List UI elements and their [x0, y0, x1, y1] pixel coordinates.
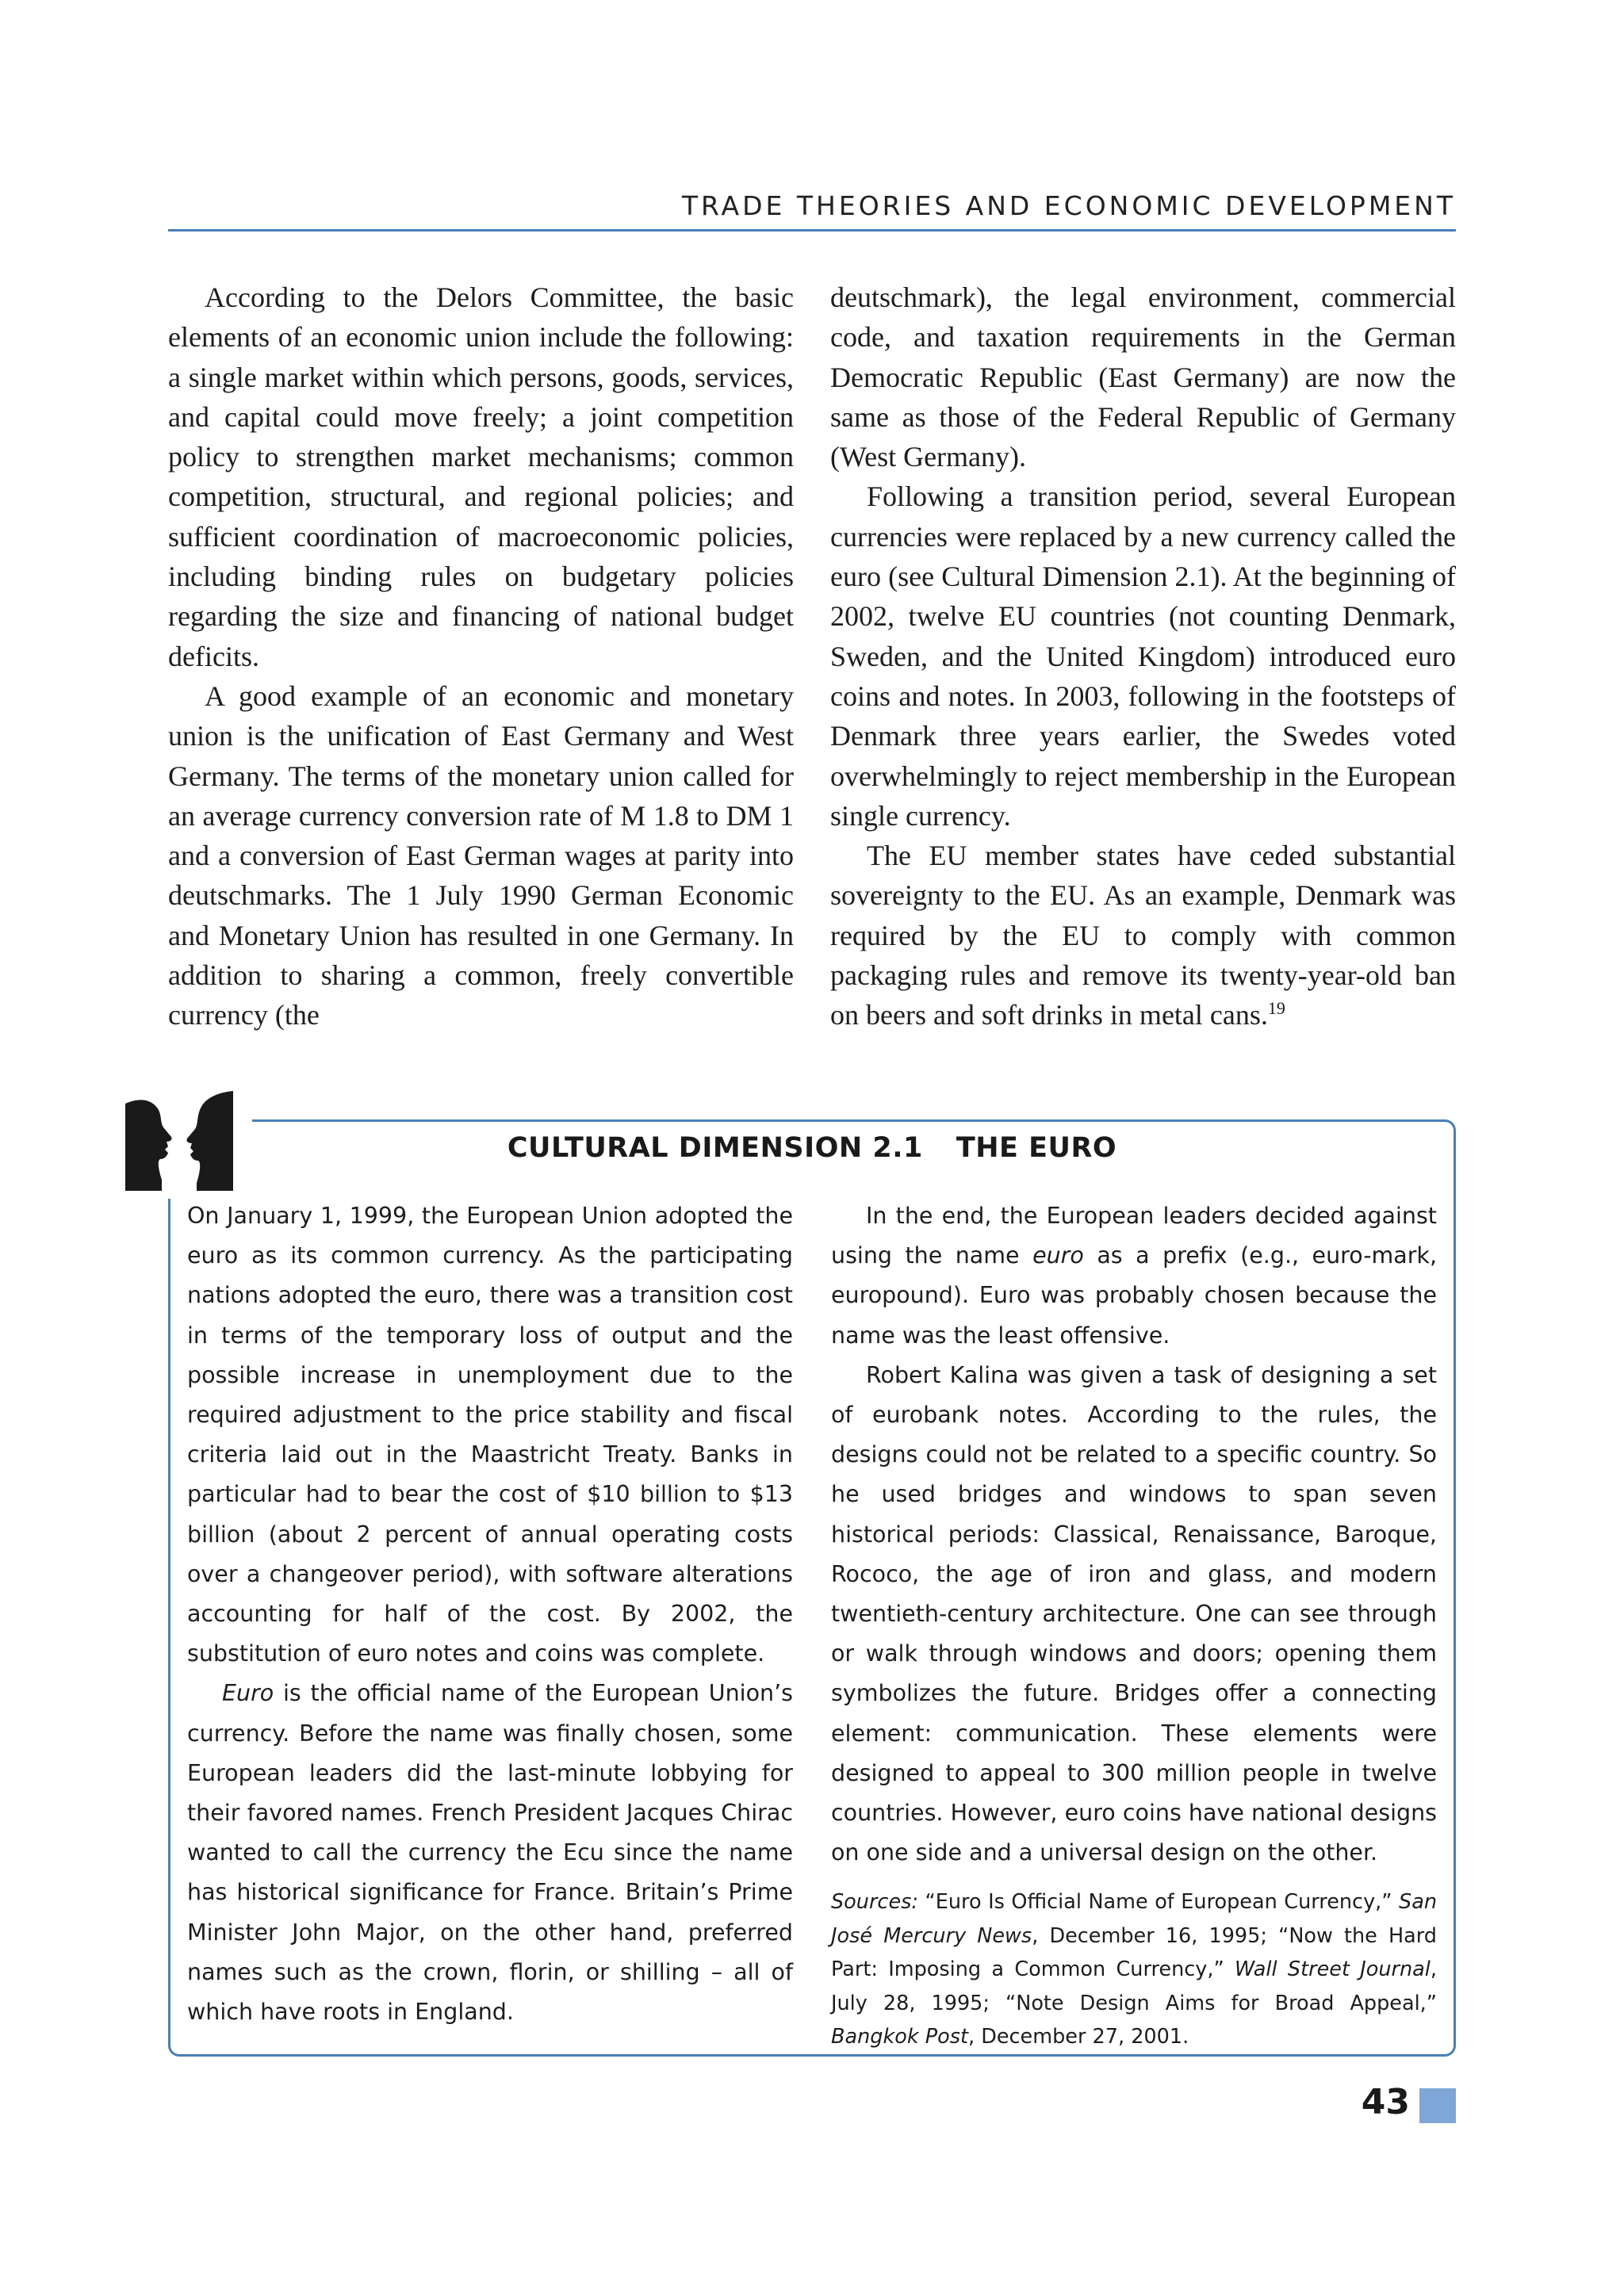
- source-text: , December 16, 1995; “Now the Hard Part: Imposing a Common Currency,”: [831, 1923, 1437, 1982]
- source-publication: San José Mercury News: [831, 1890, 1437, 1948]
- sources: [831, 1885, 1437, 2054]
- page-number: 43: [1361, 2082, 1410, 2122]
- body-paragraph: A good example of an economic and monetary union is the unification of East Germany and West Germany. The terms of the monetary union called for an average currency conversion rate of M 1.8 to DM 1 and a conversion of East German wages at parity into deutschmarks. The 1 July 1990 German Economic and Monetary Union has resulted in one Germany. In addition to sharing a common, freely convertible currency (the: [168, 679, 794, 1031]
- box-paragraph: [187, 1674, 793, 2032]
- emphasis: Euro: [222, 1680, 274, 1707]
- emphasis: euro: [1032, 1242, 1084, 1269]
- box-column-left: [187, 1196, 793, 2054]
- body-paragraph: Following a transition period, several European currencies were replaced by a new currency called the euro (see Cultural Dimension 2.1). At the beginning of 2002, twelve EU countries (not counting Denmark, Sweden, and the United Kingdom) introduced euro coins and notes. In 2003, following in the footsteps of Denmark three years earlier, the Swedes voted overwhelmingly to reject membership in the European single currency.: [830, 480, 1456, 832]
- box-heading: THE EURO: [956, 1132, 1117, 1164]
- sources-label: Sources:: [831, 1890, 919, 1915]
- box-text: [187, 1196, 1437, 2054]
- source-text: , July 28, 1995; “Note Design Aims for Broad Appeal,”: [831, 1957, 1437, 2015]
- box-paragraph-text: is the official name of the European Union’s currency. Before the name was finally chosen, some European leaders did the last-minute lobbying for their favored names. French President Jacques Chirac wanted to call the currency the Ecu since the name has historical significance for France. Britain’s Prime Minister John Major, on the other hand, preferred names such as the crown, florin, or shilling – all of which have roots in England.: [187, 1680, 793, 2026]
- box-label: CULTURAL DIMENSION 2.1: [507, 1132, 923, 1164]
- box-title: [168, 1132, 1456, 1164]
- page-number-marker: [1419, 2088, 1456, 2123]
- running-head: TRADE THEORIES AND ECONOMIC DEVELOPMENT: [168, 190, 1456, 232]
- body-paragraph: According to the Delors Committee, the basic elements of an economic union include the following: a single market within which persons, goods, services, and capital could move freely; a joint competition policy to strengthen market mechanisms; common competition, structural, and regional policies; and sufficient coordination of macroeconomic policies, including binding rules on budgetary policies regarding the size and financing of national budget deficits.: [168, 281, 794, 672]
- source-text: , December 27, 2001.: [967, 2025, 1189, 2049]
- box-paragraph: [831, 1196, 1437, 1356]
- body-paragraph-continued: deutschmark), the legal environment, commercial code, and taxation requirements in the German Democratic Republic (East Germany) are now the same as those of the Federal Republic of Germany (West Germany).: [830, 281, 1456, 473]
- body-column-right: [830, 277, 1456, 1035]
- source-publication: Wall Street Journal: [1234, 1957, 1431, 1982]
- box-paragraph-text: as a prefix (e.g., euro-mark, europound). Euro was probably chosen because the name was the least offensive.: [831, 1242, 1437, 1349]
- box-paragraph: Robert Kalina was given a task of designing a set of eurobank notes. According to the rules, the designs could not be related to a specific country. So he used bridges and windows to span seven historical periods: Classical, Renaissance, Baroque, Rococo, the age of iron and glass, and modern twentieth-century architecture. One can see through or walk through windows and doors; opening them symbolizes the future. Bridges offer a connecting element: communication. These elements were designed to appeal to 300 million people in twelve countries. However, euro coins have national designs on one side and a universal design on the other.: [831, 1361, 1437, 1866]
- body-column-left: [168, 277, 794, 1035]
- box-paragraph-text: In the end, the European leaders decided against using the name: [831, 1203, 1437, 1269]
- body-paragraph-text: The EU member states have ceded substantial sovereignty to the EU. As an example, Denmark was required by the EU to comply with common packaging rules and remove its twenty-year-old ban on beers and soft drinks in metal cans.: [830, 840, 1456, 1031]
- footnote-ref: 19: [1267, 998, 1285, 1019]
- box-column-right: [831, 1196, 1437, 2054]
- box-paragraph: On January 1, 1999, the European Union adopted the euro as its common currency. As the participating nations adopted the euro, there was a transition cost in terms of the temporary loss of output and the possible increase in unemployment due to the required adjustment to the price stability and fiscal criteria laid out in the Maastricht Treaty. Banks in particular had to bear the cost of $10 billion to $13 billion (about 2 percent of annual operating costs over a changeover period), with software alterations accounting for half of the cost. By 2002, the substitution of euro notes and coins was complete.: [187, 1203, 793, 1667]
- body-text: [168, 277, 1456, 1035]
- source-publication: Bangkok Post: [831, 2025, 968, 2049]
- body-paragraph: [830, 836, 1456, 1035]
- source-text: “Euro Is Official Name of European Currency,”: [918, 1890, 1400, 1915]
